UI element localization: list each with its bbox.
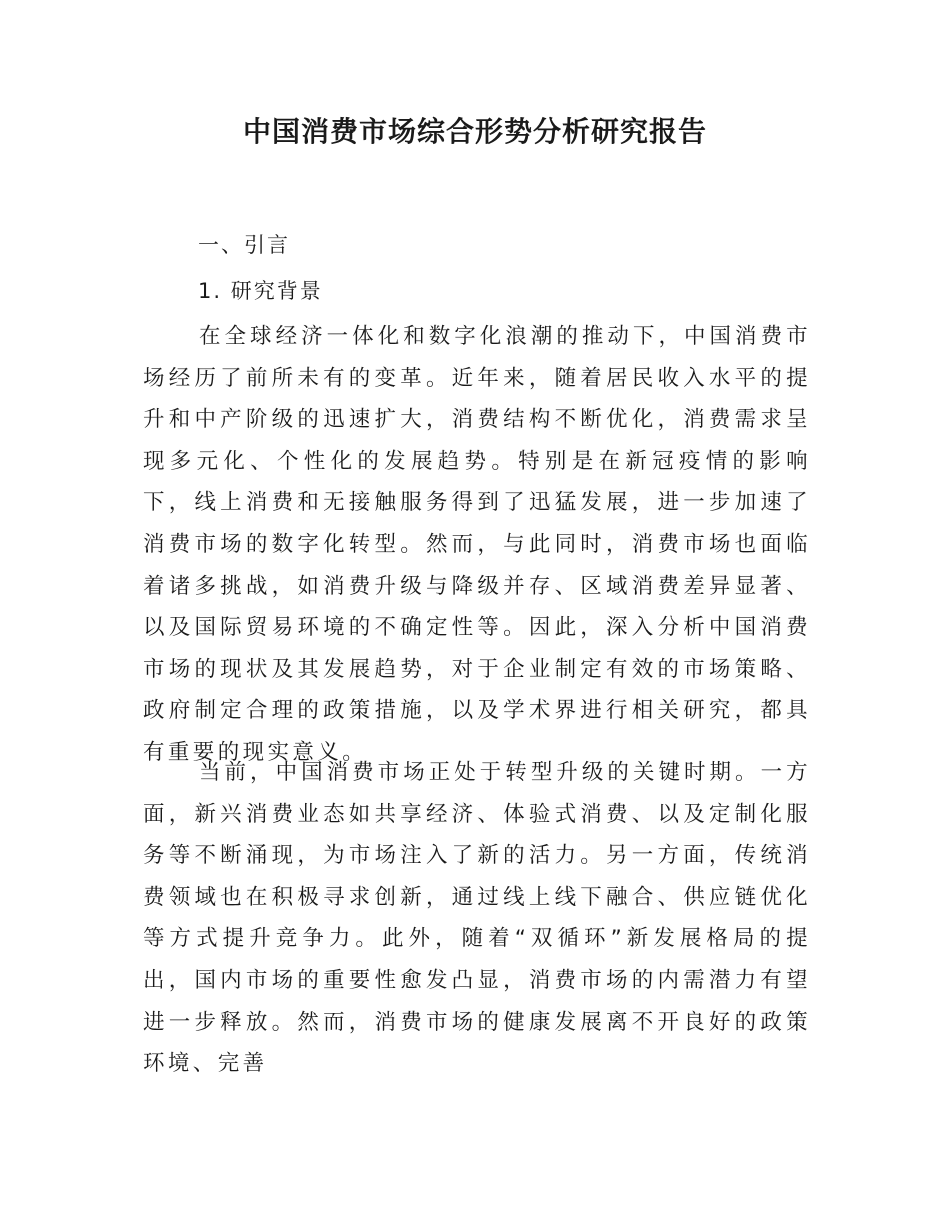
body-paragraph-2: 当前，中国消费市场正处于转型升级的关键时期。一方面，新兴消费业态如共享经济、体验式消费、以及定制化服务等不断涌现，为市场注入了新的活力。另一方面，传统消费领域也在积极寻求创新，通过线上线下融合、供应链优化等方式提升竞争力。此外，随着“双循环”新发展格局的提出，国内市场的重要性愈发凸显，消费市场的内需潜力有望进一步释放。然而，消费市场的健康发展离不开良好的政策环境、完善 — [143, 760, 811, 1077]
section-heading: 一、引言 — [198, 233, 290, 257]
document-title: 中国消费市场综合形势分析研究报告 — [242, 115, 707, 148]
body-paragraph-1: 在全球经济一体化和数字化浪潮的推动下，中国消费市场经历了前所未有的变革。近年来，随着居民收入水平的提升和中产阶级的迅速扩大，消费结构不断优化，消费需求呈现多元化、个性化的发展趋势。特别是在新冠疫情的影响下，线上消费和无接触服务得到了迅猛发展，进一步加速了消费市场的数字化转型。然而，与此同时，消费市场也面临着诸多挑战，如消费升级与降级并存、区域消费差异显著、以及国际贸易环境的不确定性等。因此，深入分析中国消费市场的现状及其发展趋势，对于企业制定有效的市场策略、政府制定合理的政策措施，以及学术界进行相关研究，都具有重要的现实意义。 — [143, 324, 811, 765]
subsection-heading: 1. 研究背景 — [198, 279, 323, 303]
